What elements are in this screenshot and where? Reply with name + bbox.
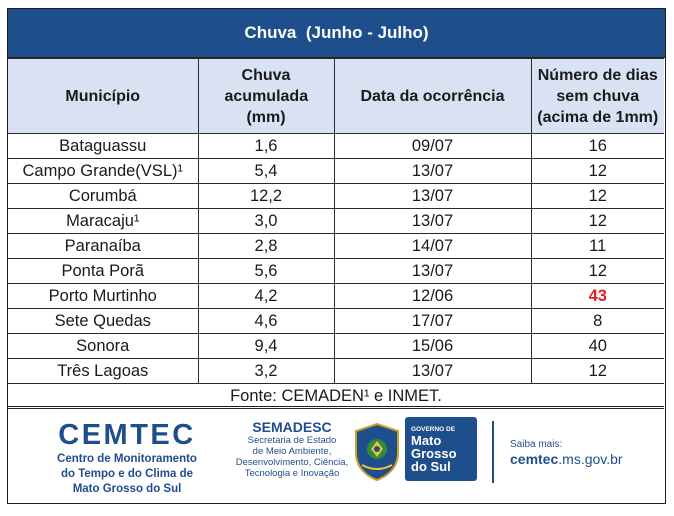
cemtec-line2: do Tempo e do Clima de [60,468,194,480]
semadesc-line1: Secretaria de Estado [247,435,337,446]
cell-municipio: Porto Murtinho [8,284,198,309]
cemtec-logo [50,419,204,496]
cell-municipio: Corumbá [8,184,198,209]
table-row [8,309,664,334]
table-row [8,284,664,309]
cell-municipio: Campo Grande(VSL)¹ [8,159,198,184]
cell-dias: 12 [531,159,664,184]
cell-chuva: 9,4 [198,334,334,359]
cell-data: 13/07 [334,209,531,234]
table-row [8,134,664,159]
cell-chuva: 3,2 [198,359,334,384]
cell-data: 13/07 [334,159,531,184]
saiba-mais [510,439,623,468]
title-bar [8,9,665,58]
cell-dias: 40 [531,334,664,359]
state-emblem-icon [350,421,404,483]
website-link[interactable] [510,451,623,468]
cell-data: 13/07 [334,184,531,209]
table-row [8,359,664,384]
cemtec-name: CEMTEC [58,419,196,451]
cell-chuva: 2,8 [198,234,334,259]
table-header-row [8,59,664,134]
cell-dias: 12 [531,209,664,234]
gov-line1: Mato [411,432,442,448]
cemtec-line3: Mato Grosso do Sul [72,483,182,495]
report-frame [7,8,666,504]
cell-chuva: 3,0 [198,209,334,234]
gov-line2: Grosso [411,445,457,461]
cell-dias: 12 [531,184,664,209]
url-rest: .ms.gov.br [558,451,623,467]
cell-municipio: Sete Quedas [8,309,198,334]
semadesc-name: SEMADESC [252,419,332,435]
cell-chuva: 1,6 [198,134,334,159]
source-row [8,384,664,409]
table-row [8,334,664,359]
gov-line3: do Sul [411,458,451,474]
cell-dias: 16 [531,134,664,159]
table-row [8,209,664,234]
cell-dias: 43 [531,284,664,309]
cell-dias: 12 [531,359,664,384]
semadesc-logo [232,419,352,479]
cell-data: 14/07 [334,234,531,259]
page-title: Chuva (Junho - Julho) [244,23,429,42]
cell-chuva: 12,2 [198,184,334,209]
gov-ms-logo [405,417,477,481]
semadesc-line4: Tecnologia e Inovação [244,468,340,479]
table-row [8,259,664,284]
cell-chuva: 4,2 [198,284,334,309]
cell-data: 12/06 [334,284,531,309]
header-municipio: Município [8,59,198,134]
semadesc-line3: Desenvolvimento, Ciência, [235,457,349,468]
header-chuva: Chuva acumulada (mm) [198,59,334,134]
gov-label: GOVERNO DE [411,425,456,433]
cell-municipio: Sonora [8,334,198,359]
cell-dias: 11 [531,234,664,259]
cell-chuva: 5,6 [198,259,334,284]
cemtec-line1: Centro de Monitoramento [57,453,197,465]
cell-chuva: 4,6 [198,309,334,334]
cell-data: 09/07 [334,134,531,159]
rain-table [8,58,664,409]
source-note: Fonte: CEMADEN¹ e INMET. [8,384,664,409]
semadesc-line2: de Meio Ambiente, [252,446,332,457]
table-row [8,159,664,184]
cell-municipio: Bataguassu [8,134,198,159]
header-dias: Número de dias sem chuva (acima de 1mm) [531,59,664,134]
footer-logos [8,406,664,504]
cell-data: 15/06 [334,334,531,359]
cell-municipio: Paranaíba [8,234,198,259]
cell-municipio: Ponta Porã [8,259,198,284]
header-data: Data da ocorrência [334,59,531,134]
saiba-label: Saiba mais: [510,439,563,450]
table-row [8,184,664,209]
url-main: cemtec [510,451,559,467]
table-row [8,234,664,259]
cell-data: 13/07 [334,259,531,284]
cell-municipio: Maracaju¹ [8,209,198,234]
cell-municipio: Três Lagoas [8,359,198,384]
cell-dias: 8 [531,309,664,334]
cell-data: 17/07 [334,309,531,334]
footer-divider [492,421,494,483]
cell-chuva: 5,4 [198,159,334,184]
cell-dias: 12 [531,259,664,284]
cell-data: 13/07 [334,359,531,384]
